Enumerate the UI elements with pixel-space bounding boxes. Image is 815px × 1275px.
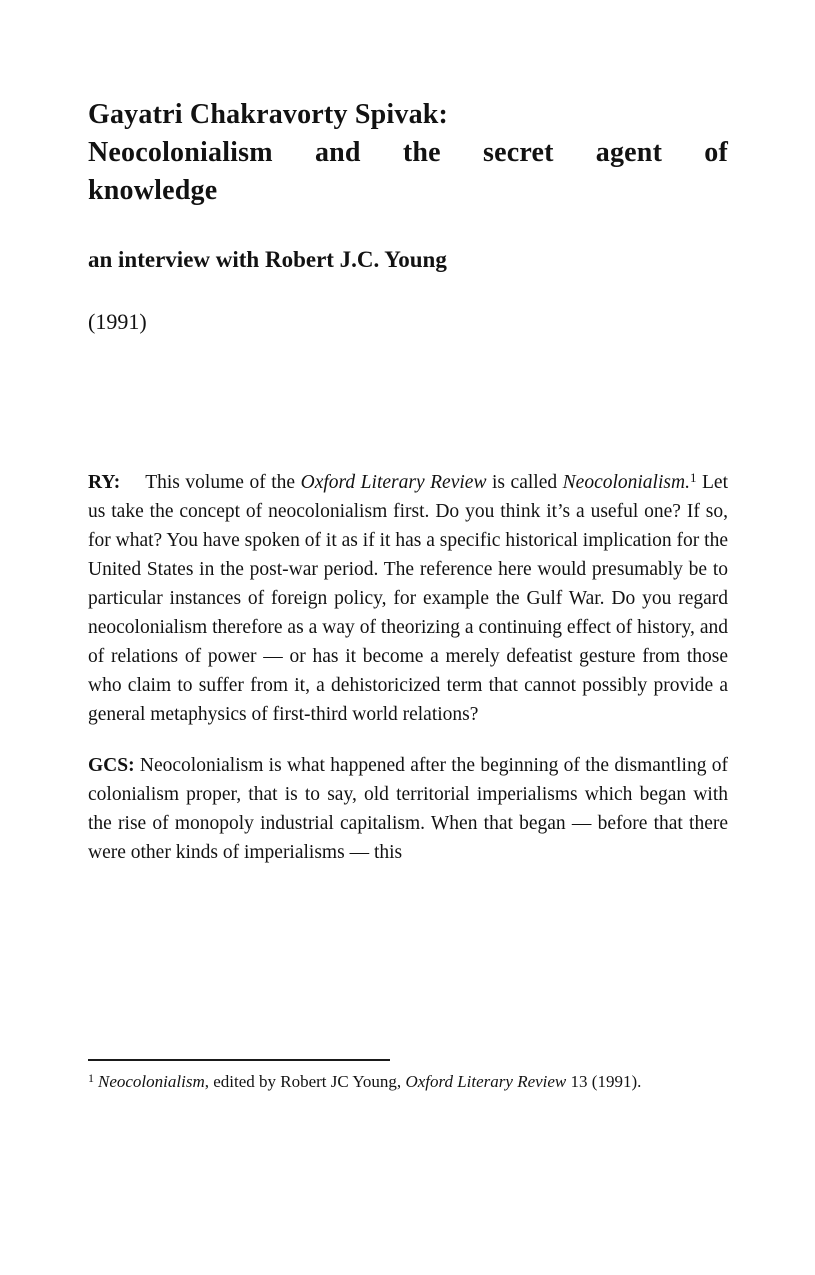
page-title: [88, 96, 728, 210]
volume-title-italic: Neocolonialism.: [562, 472, 690, 493]
question-paragraph: [88, 468, 728, 729]
footnote-text-2: 13 (1991).: [566, 1072, 642, 1091]
footnote-block: [88, 1059, 728, 1095]
speaker-label-gcs: GCS:: [88, 755, 135, 776]
title-line-1: Gayatri Chakravorty Spivak:: [88, 99, 449, 130]
interview-body: [88, 468, 728, 867]
answer-paragraph: [88, 751, 728, 867]
footnote-text: [88, 1069, 728, 1095]
footnote-marker: 1: [88, 1071, 94, 1085]
answer-text-1: Neocolonialism is what happened after the beginning of the dismantling of colonialism proper, that is to say, old territorial imperialisms which began with the rise of monopoly industrial capitalism. When that began — before that there were other kinds of imperialisms — this: [88, 755, 728, 863]
footnote-title-italic: Neocolonialism: [98, 1072, 205, 1091]
journal-title-italic: Oxford Literary Review: [300, 472, 487, 493]
footnote-divider: [88, 1059, 390, 1061]
footnote-text-1: , edited by Robert JC Young,: [204, 1072, 406, 1091]
speaker-label-ry: RY:: [88, 472, 121, 493]
footnote-reference: 1: [689, 470, 697, 485]
title-line-2: Neocolonialism and the secret agent of: [88, 137, 728, 168]
subtitle: an interview with Robert J.C. Young: [88, 247, 447, 272]
title-line-3: knowledge: [88, 175, 218, 206]
publication-year: (1991): [88, 309, 147, 334]
question-text-1: This volume of the: [145, 472, 301, 493]
question-text-2: is called: [486, 472, 563, 493]
question-text-3: Let us take the concept of neocolonialism first. Do you think it’s a useful one? If so, for what? You have spoken of it as if it has a specific historical implication for the United States in the post-war period. The reference here would presumably be to particular instances of foreign policy, for example the Gulf War. Do you regard neocolonialism therefore as a way of theorizing a continuing effect of history, and of relations of power — or has it become a merely defeatist gesture from those who claim to suffer from it, a dehistoricized term that cannot possibly provide a general metaphysics of first-third world relations?: [88, 472, 728, 725]
footnote-journal-italic: Oxford Literary Review: [405, 1072, 567, 1091]
